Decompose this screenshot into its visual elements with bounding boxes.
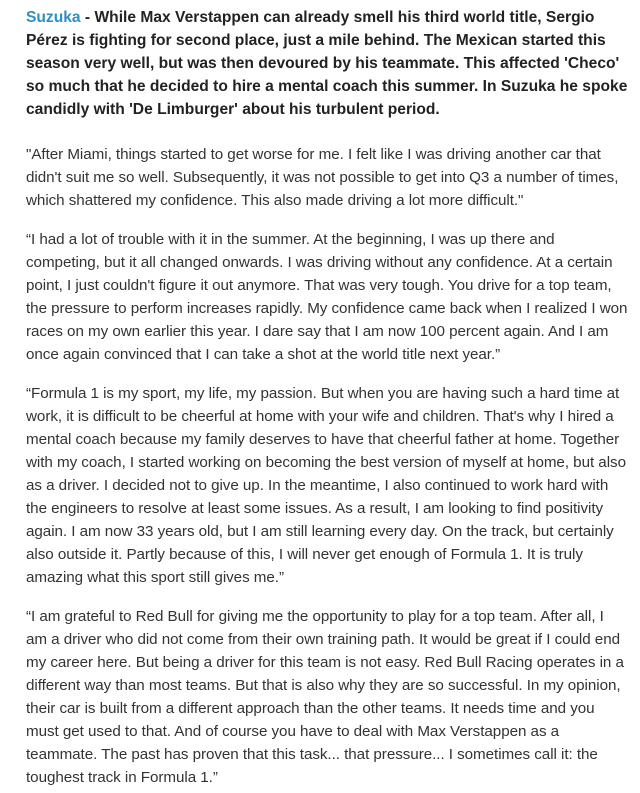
lead-text: While Max Verstappen can already smell his third world title, Sergio Pérez is fighting for second place, just a mile behind. The Mexican started this season very well, but was then devoured by his teammate. This affected 'Checo' so much that he decided to hire a mental coach this summer. In Suzuka he spoke candidly with 'De Limburger' about his turbulent period. [26,9,628,118]
quote-paragraph-2: “I had a lot of trouble with it in the summer. At the beginning, I was up there and competing, but it all changed onwards. I was driving without any confidence. At a certain point, I just couldn't figure it out anymore. That was very tough. You drive for a top team, the pressure to perform increases rapidly. My confidence came back when I realized I won races on my own earlier this year. I dare say that I am now 100 percent again. And I am once again convinced that I can take a shot at the world title next year.” [26,231,628,363]
quote-paragraph-3: “Formula 1 is my sport, my life, my passion. But when you are having such a hard time at work, it is difficult to be cheerful at home with your wife and children. That's why I hired a mental coach because my family deserves to have that cheerful father at home. Together with my coach, I started working on becoming the best version of myself at home, but also as a driver. I decided not to give up. In the meantime, I also continued to work hard with the engineers to resolve at least some issues. As a result, I am looking to find positivity again. I am now 33 years old, but I am still learning every day. On the track, but certainly also outside it. Partly because of this, I will never get enough of Formula 1. It is truly amazing what this sport still gives me.” [26,385,626,586]
quote-paragraph-1: "After Miami, things started to get worse for me. I felt like I was driving another car that didn't suit me so well. Subsequently, it was not possible to get into Q3 a number of times, which shattered my confidence. This also made driving a lot more difficult." [26,146,619,209]
dateline-link[interactable]: Suzuka [26,9,81,26]
lead-paragraph [26,6,628,121]
quote-paragraph-4: “I am grateful to Red Bull for giving me the opportunity to play for a top team. After all, I am a driver who did not come from their own training path. It would be great if I could end my career here. But being a driver for this team is not easy. Red Bull Racing operates in a different way than most teams. But that is also why they are so successful. In my opinion, their car is built from a different approach than the other teams. It needs time and you must get used to that. And of course you have to deal with Max Verstappen as a teammate. The past has proven that this task... that pressure... I sometimes call it: the toughest track in Formula 1.” [26,608,624,786]
dateline-separator: - [80,9,95,26]
